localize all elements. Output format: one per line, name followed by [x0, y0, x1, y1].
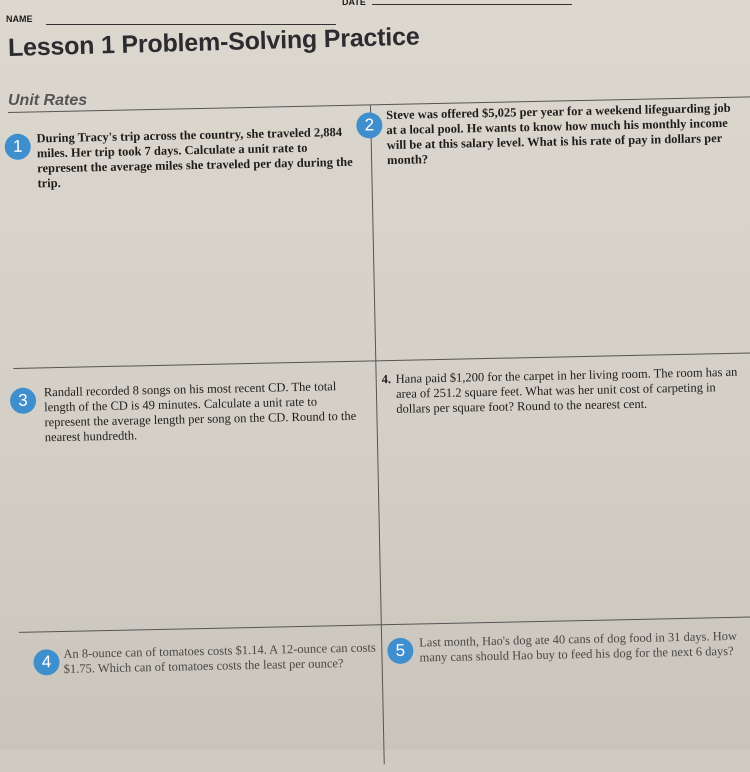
problem-text: Last month, Hao's dog ate 40 cans of dog food in 31 days. How many cans should Hao buy to feed his dog for the next 6 days? — [419, 628, 738, 665]
problem-number-badge: 2 — [356, 112, 383, 139]
problem-number-badge: 1 — [4, 134, 31, 161]
problem-1-cell — [8, 104, 375, 368]
name-label: NAME — [6, 14, 33, 24]
name-line — [46, 24, 336, 25]
problem-text: Randall recorded 8 songs on his most recent CD. The total length of the CD is 49 minutes. Calculate a unit rate to represent the average length per song on the CD. Round to the nearest hundredth. — [43, 379, 357, 445]
problem-3-cell — [13, 360, 380, 632]
problem-2-cell — [364, 96, 750, 360]
problem-text: During Tracy's trip across the country, she traveled 2,884 miles. Her trip took 7 days. Calculate a unit rate to represent the average miles she traveled per day during the trip. — [36, 125, 353, 191]
date-label: DATE — [342, 0, 366, 7]
problem-6-cell — [381, 616, 750, 764]
problem-number: 4. — [381, 372, 392, 387]
page-title: Lesson 1 Problem-Solving Practice — [7, 22, 420, 62]
problem-text: Hana paid $1,200 for the carpet in her living room. The room has an area of 251.2 square feet. What was her unit cost of carpeting in dollars per square foot? Round to the nearest cent. — [395, 364, 738, 416]
problem-4-cell — [375, 352, 750, 624]
problem-text: An 8-ounce can of tomatoes costs $1.14. A 12-ounce can costs $1.75. Which can of tomatoes costs the least per ounce? — [63, 640, 376, 676]
problem-text: Steve was offered $5,025 per year for a weekend lifeguarding job at a local pool. He wants to know how much his monthly income will be at this salary level. What is his rate of pay in dollars per month? — [386, 100, 731, 168]
section-title: Unit Rates — [8, 92, 88, 109]
problem-number-badge: 3 — [10, 387, 37, 414]
problem-number-badge: 5 — [387, 638, 414, 665]
date-line — [372, 4, 572, 5]
problem-grid — [8, 96, 750, 772]
problem-number-badge: 4 — [33, 649, 60, 676]
